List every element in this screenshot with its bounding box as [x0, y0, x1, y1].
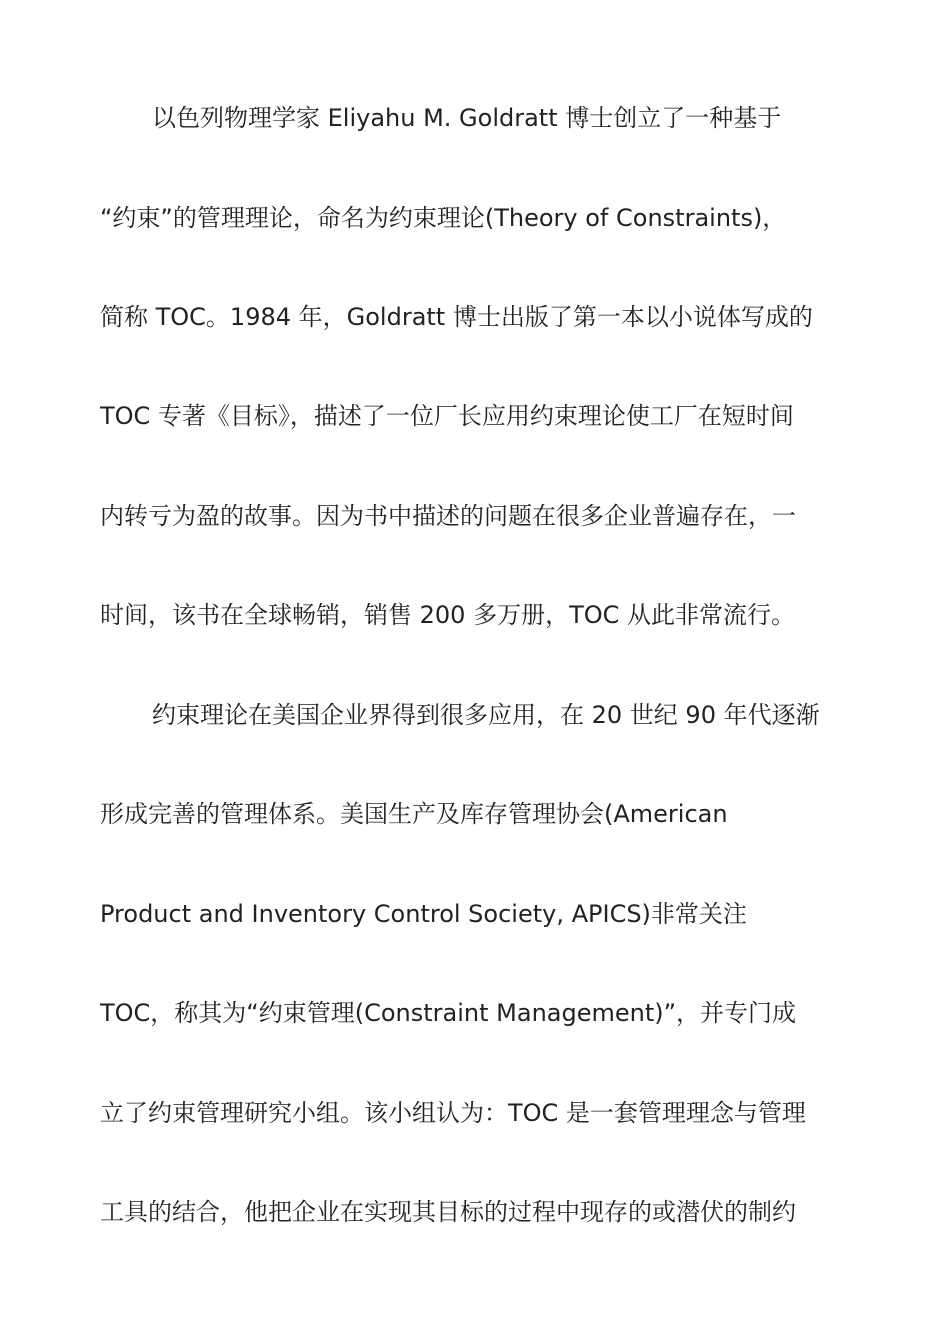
paragraph-1-line-3: 简称 TOC。1984 年，Goldratt 博士出版了第一本以小说体写成的	[100, 303, 813, 331]
paragraph-2-line-6: 工具的结合，他把企业在实现其目标的过程中现存的或潜伏的制约	[100, 1198, 796, 1226]
paragraph-1-line-5: 内转亏为盈的故事。因为书中描述的问题在很多企业普遍存在，一	[100, 502, 796, 530]
paragraph-1-line-1: 以色列物理学家 Eliyahu M. Goldratt 博士创立了一种基于	[152, 104, 782, 132]
paragraph-2-line-5: 立了约束管理研究小组。该小组认为：TOC 是一套管理理念与管理	[100, 1099, 806, 1127]
paragraph-1-line-2: “约束”的管理理论，命名为约束理论(Theory of Constraints)，	[100, 204, 787, 232]
paragraph-2-line-2: 形成完善的管理体系。美国生产及库存管理协会(American	[100, 800, 728, 828]
paragraph-1-line-4: TOC 专著《目标》，描述了一位厂长应用约束理论使工厂在短时间	[100, 402, 794, 430]
paragraph-1-line-6: 时间，该书在全球畅销，销售 200 多万册，TOC 从此非常流行。	[100, 601, 796, 629]
paragraph-2-line-1: 约束理论在美国企业界得到很多应用，在 20 世纪 90 年代逐渐	[152, 701, 820, 729]
paragraph-2-line-4: TOC，称其为“约束管理(Constraint Management)”，并专门成	[100, 999, 797, 1027]
paragraph-2-line-3: Product and Inventory Control Society, APICS)非常关注	[100, 900, 747, 928]
